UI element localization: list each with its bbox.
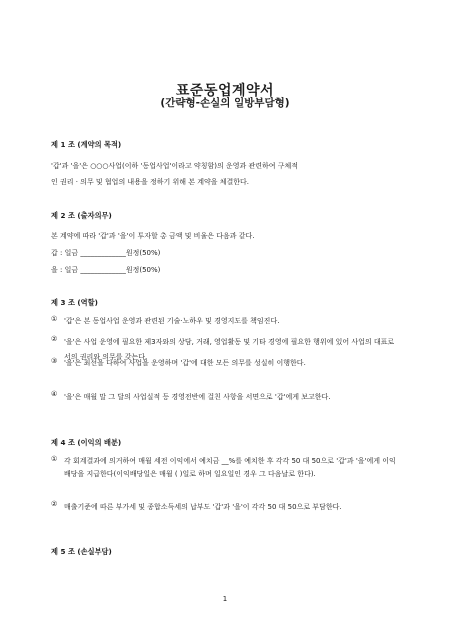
article-1-text-line-1: '갑'과 '을'은 ○○○사업(이하 '동업사업'이라고 약칭함)의 운영과 관련하여 구체적 [51,162,299,170]
article-5-heading: 제 5 조 (손실부담) [51,547,112,556]
item-number: ① [51,455,58,463]
item-number: ④ [51,390,58,398]
item-number: ③ [51,357,58,365]
article-1-heading: 제 1 조 (계약의 목적) [51,140,122,149]
page-subtitle: (간략형-손실의 일방부담형) [160,97,290,109]
article-2-party-a-amount: 갑 : 일금 _____________원정(50%) [51,249,161,257]
article-4-heading: 제 4 조 (이익의 배분) [51,438,122,447]
article-2-heading: 제 2 조 (출자의무) [51,211,112,220]
item-number: ② [51,335,58,343]
item-text: '을'은 매월 말 그 달의 사업실적 등 경영전반에 걸친 사항을 서면으로 '갑'에게 보고한다. [64,393,331,401]
page-number: 1 [222,595,228,603]
item-number: ① [51,315,58,323]
article-3-item-3 [51,357,399,370]
article-4-item-2 [51,500,399,515]
item-text: '갑'은 본 동업사업 운영과 관련된 기술·노하우 및 경영지도를 책임진다. [64,317,280,325]
article-4-item-1 [51,455,399,481]
item-text: '을'은 최선을 다하여 사업을 운영하며 '갑'에 대한 모든 의무를 성실히 이행한다. [64,359,306,367]
item-text: '을'은 사업 운영에 필요한 제3자와의 상담, 거래, 영업활동 및 기타 경영에 필요한 행위에 있어 사업의 대표로서의 권리와 의무를 갖는다. [64,338,395,361]
article-2-party-b-amount: 을 : 일금 _____________원정(50%) [51,266,161,274]
item-text: 각 회계결과에 의거하여 매월 세전 이익에서 예치금 __%를 예치한 후 각각 50 대 50으로 '갑'과 '을'에게 이익배당을 지급한다(이익배당일은 매월 ( )일로 하며 일요일인 경우 그 다음날로 한다). [64,457,396,478]
article-3-item-4 [51,390,399,405]
item-text: 매출기준에 따른 부가세 및 종합소득세의 납부도 '갑'과 '을'이 각각 50 대 50으로 부담한다. [64,503,342,511]
article-3-item-1 [51,315,399,328]
article-1-text-line-2: 인 권리 · 의무 및 협업의 내용을 정하기 위해 본 계약을 체결한다. [51,178,249,186]
page-title: 표준동업계약서 [175,83,275,99]
article-3-heading: 제 3 조 (역할) [51,298,98,307]
article-2-text-line-1: 본 계약에 따라 '갑'과 '을'이 투자할 총 금액 및 비율은 다음과 같다. [51,232,255,240]
item-number: ② [51,500,58,508]
